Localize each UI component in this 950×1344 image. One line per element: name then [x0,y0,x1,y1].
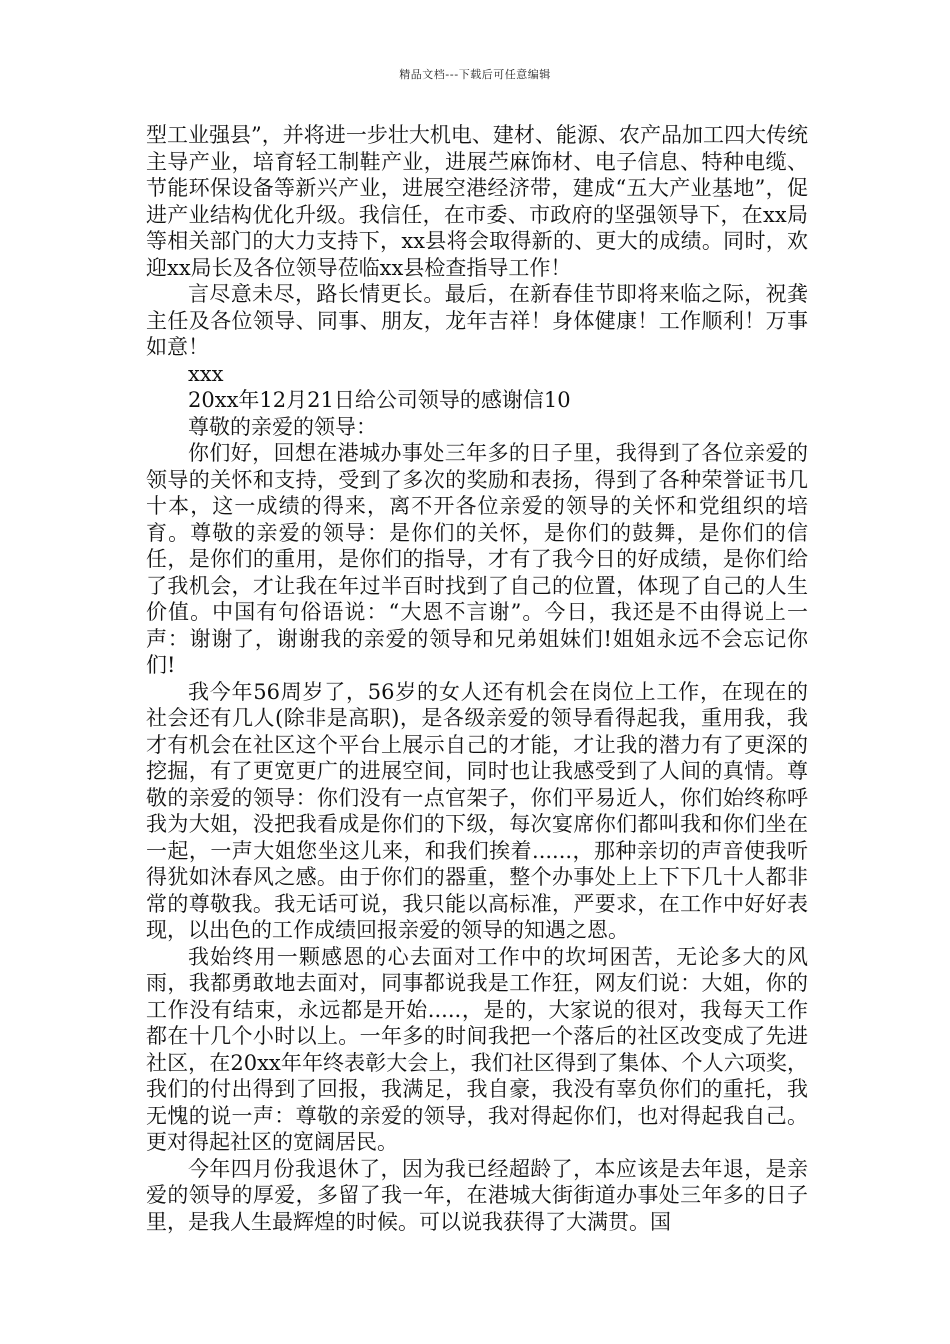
paragraph: 言尽意未尽，路长情更长。最后，在新春佳节即将来临之际，祝龚主任及各位领导、同事、朋友，龙年吉祥！身体健康！工作顺利！万事如意！ [146,282,808,359]
paragraph: 今年四月份我退休了，因为我已经超龄了，本应该是去年退，是亲爱的领导的厚爱，多留了我一年，在港城大街街道办事处三年多的日子里，是我人生最辉煌的时候。可以说我获得了大满贯。国 [146,1156,808,1234]
signature-name: xxx [188,361,224,386]
paragraph: 我今年56周岁了，56岁的女人还有机会在岗位上工作，在现在的社会还有几人(除非是高职)，是各级亲爱的领导看得起我，重用我，我才有机会在社区这个平台上展示自己的才能，才让我的潜力有了更深的挖掘，有了更宽更广的进展空间，同时也让我感受到了人间的真情。尊敬的亲爱的领导：你们没有一点官架子，你们平易近人，你们始终称呼我为大姐，没把我看成是你们的下级，每次宴席你们都叫我和你们坐在一起，一声大姐您坐这儿来，和我们挨着......，那种亲切的声音使我听得犹如沐春风之感。由于你们的器重，整个办事处上上下下几十人都非常的尊敬我。我无话可说，我只能以高标准，严要求，在工作中好好表现，以出色的工作成绩回报亲爱的领导的知遇之恩。 [146,679,808,942]
salutation: 尊敬的亲爱的领导： [188,414,377,439]
letter-title: 20xx年12月21日给公司领导的感谢信10 [188,388,571,412]
paragraph: 我始终用一颗感恩的心去面对工作中的坎坷困苦，无论多大的风雨，我都勇敢地去面对，同事都说我是工作狂，网友们说：大姐，你的工作没有结束，永远都是开始.....，是的，大家说的很对，我每天工作都在十几个小时以上。一年多的时间我把一个落后的社区改变成了先进社区，在20xx年年终表彰大会上，我们社区得到了集体、个人六项奖，我们的付出得到了回报，我满足，我自豪，我没有辜负你们的重托，我无愧的说一声：尊敬的亲爱的领导，我对得起你们，也对得起我自己。更对得起社区的宽阔居民。 [146,944,808,1154]
paragraph: 型工业强县”，并将进一步壮大机电、建材、能源、农产品加工四大传统主导产业，培育轻工制鞋产业，进展苎麻饰材、电子信息、特种电缆、节能环保设备等新兴产业，进展空港经济带，建成“五大产业基地”，促进产业结构优化升级。我信任，在市委、市政府的坚强领导下，在xx局等相关部门的大力支持下，xx县将会取得新的、更大的成绩。同时，欢迎xx局长及各位领导莅临xx县检查指导工作！ [146,123,808,280]
document-body [146,122,808,1235]
page-header: 精品文档---下载后可任意编辑 [399,68,551,81]
paragraph: 你们好，回想在港城办事处三年多的日子里，我得到了各位亲爱的领导的关怀和支持，受到了多次的奖励和表扬，得到了各种荣誉证书几十本，这一成绩的得来，离不开各位亲爱的领导的关怀和党组织的培育。尊敬的亲爱的领导：是你们的关怀，是你们的鼓舞，是你们的信任，是你们的重用，是你们的指导，才有了我今日的好成绩，是你们给了我机会，才让我在年过半百时找到了自己的位置，体现了自己的人生价值。中国有句俗语说：“大恩不言谢”。今日，我还是不由得说上一声：谢谢了，谢谢我的亲爱的领导和兄弟姐妹们!姐姐永远不会忘记你们! [146,441,808,677]
